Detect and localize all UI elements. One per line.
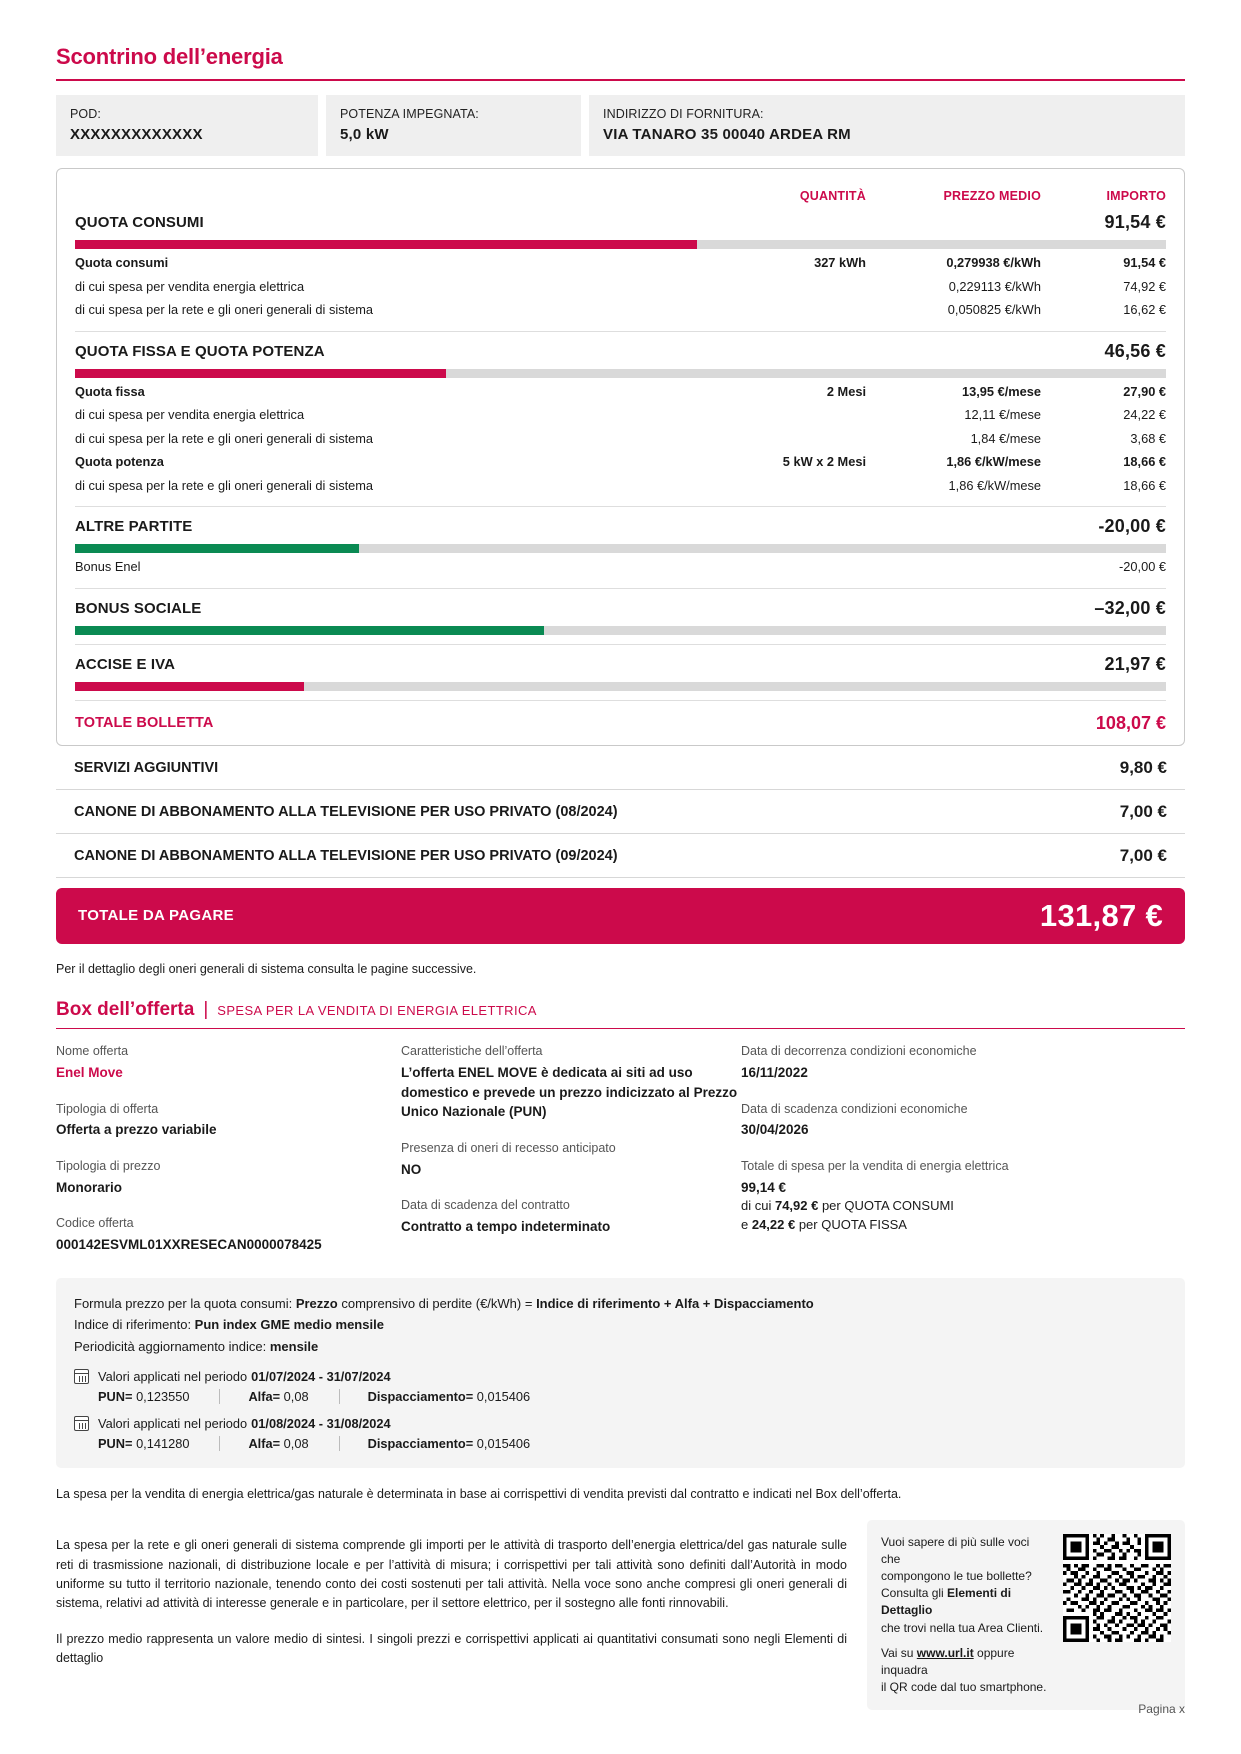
charge-row-name: Quota potenza xyxy=(75,454,164,470)
detail-suffix: per QUOTA CONSUMI xyxy=(818,1198,954,1214)
charge-row xyxy=(75,474,1166,498)
offer-field-label: Presenza di oneri di recesso anticipato xyxy=(401,1140,616,1155)
power-value: 5,0 kW xyxy=(340,126,389,143)
formula-line-2 xyxy=(74,1314,1167,1335)
extra-charge-label: CANONE DI ABBONAMENTO ALLA TELEVISIONE PER USO PRIVATO (08/2024) xyxy=(74,803,618,820)
charge-row-amount: 18,66 € xyxy=(1123,454,1166,470)
totale-bolletta-label: TOTALE BOLLETTA xyxy=(75,715,214,732)
charge-row-price: 12,11 €/mese xyxy=(964,407,1041,423)
address-cell xyxy=(589,95,1185,156)
offer-field-value: Monorario xyxy=(56,1179,122,1195)
qr-line-3 xyxy=(881,1585,1051,1619)
oneri-note: Per il dettaglio degli oneri generali di sistema consulta le pagine successive. xyxy=(56,961,477,976)
charge-row xyxy=(75,251,1166,275)
offer-field-recesso xyxy=(401,1139,741,1179)
alfa-value-item xyxy=(219,1389,338,1404)
charge-row-quantity: 327 kWh xyxy=(814,255,866,270)
dispacciamento-value: 0,015406 xyxy=(476,1388,531,1404)
totale-da-pagare-amount: 131,87 € xyxy=(1039,897,1163,933)
charge-row-amount: 91,54 € xyxy=(1123,255,1166,270)
charge-row-name: di cui spesa per la rete e gli oneri generali di sistema xyxy=(75,477,374,493)
charge-row-name: Quota fissa xyxy=(75,383,145,399)
charge-row-name: Quota consumi xyxy=(75,255,169,270)
progress-bar-fill xyxy=(75,240,697,249)
group-amount: –32,00 € xyxy=(1094,597,1166,618)
pun-value: 0,123550 xyxy=(136,1388,190,1404)
offer-field-value: Enel Move xyxy=(56,1065,123,1081)
offer-details-grid xyxy=(56,1042,1185,1271)
offer-field-decorrenza xyxy=(741,1042,1185,1082)
period-values xyxy=(98,1436,1167,1451)
offer-field-tipologia-prezzo xyxy=(56,1157,401,1197)
supply-info-row xyxy=(56,95,1185,156)
extra-charge-row xyxy=(56,746,1185,790)
extra-charge-label: CANONE DI ABBONAMENTO ALLA TELEVISIONE PER USO PRIVATO (09/2024) xyxy=(74,847,618,864)
charge-row-amount: 16,62 € xyxy=(1123,302,1166,318)
period-header xyxy=(74,1369,1167,1384)
pun-label: PUN= xyxy=(98,1435,133,1451)
group-header xyxy=(75,589,1166,626)
group-header xyxy=(75,507,1166,544)
extra-charge-row xyxy=(56,834,1185,878)
detail-suffix: per QUOTA FISSA xyxy=(795,1217,907,1233)
charge-row xyxy=(75,555,1166,579)
offer-field-value: NO xyxy=(401,1161,422,1177)
charge-row-amount: -20,00 € xyxy=(1119,559,1166,575)
group-name: BONUS SOCIALE xyxy=(75,599,202,617)
charge-group xyxy=(75,644,1166,691)
title-divider xyxy=(56,79,1185,81)
calendar-icon xyxy=(74,1369,89,1384)
extra-charge-amount: 7,00 € xyxy=(1119,801,1167,821)
charge-row-name: di cui spesa per la rete e gli oneri generali di sistema xyxy=(75,302,374,318)
group-progress-bar xyxy=(75,682,1166,691)
offer-field-totale-spesa xyxy=(741,1157,1185,1235)
offer-field-label: Caratteristiche dell’offerta xyxy=(401,1044,543,1059)
offer-field-value: Contratto a tempo indeterminato xyxy=(401,1218,611,1234)
dispacciamento-label: Dispacciamento= xyxy=(367,1435,474,1451)
charge-row xyxy=(75,450,1166,474)
extra-charge-label: SERVIZI AGGIUNTIVI xyxy=(74,759,219,776)
group-name: QUOTA CONSUMI xyxy=(75,214,204,231)
progress-bar-fill xyxy=(75,369,446,378)
alfa-label: Alfa= xyxy=(248,1435,281,1451)
charge-row-price: 1,86 €/kW/mese xyxy=(948,477,1041,493)
totale-spesa-value: 99,14 € xyxy=(741,1179,787,1195)
qr-line-5 xyxy=(881,1645,1051,1679)
group-amount: 46,56 € xyxy=(1104,340,1166,361)
totale-spesa-label: Totale di spesa per la vendita di energia elettrica xyxy=(741,1159,1009,1174)
progress-bar-fill xyxy=(75,626,544,635)
offer-field-value: Offerta a prezzo variabile xyxy=(56,1122,217,1138)
formula-line-1 xyxy=(74,1293,1167,1314)
totale-spesa-detail-2 xyxy=(741,1216,1185,1235)
charge-group xyxy=(75,506,1166,579)
group-header xyxy=(75,645,1166,682)
period-text xyxy=(98,1369,391,1384)
offer-column-3 xyxy=(741,1042,1185,1271)
progress-bar-fill xyxy=(75,682,304,691)
pun-value-item xyxy=(98,1436,219,1451)
qr-line-6: il QR code dal tuo smartphone. xyxy=(881,1679,1047,1694)
dispacciamento-label: Dispacciamento= xyxy=(367,1388,474,1404)
qr-text: Consulta gli xyxy=(881,1586,948,1601)
offer-field-label: Data di decorrenza condizioni economiche xyxy=(741,1044,977,1059)
qr-code-icon[interactable] xyxy=(1063,1534,1171,1642)
column-header-quantity: QUANTITÀ xyxy=(799,189,866,203)
page-title: Scontrino dell’energia xyxy=(56,44,283,69)
qr-text: oppure inquadra xyxy=(881,1645,1015,1677)
offer-column-1 xyxy=(56,1042,401,1271)
period-text xyxy=(98,1416,391,1431)
period-prefix: Valori applicati nel periodo xyxy=(98,1415,248,1431)
formula-bold: Prezzo xyxy=(295,1295,338,1311)
charge-row xyxy=(75,427,1166,451)
period-values xyxy=(98,1389,1167,1404)
group-amount: 91,54 € xyxy=(1104,212,1166,232)
power-label: POTENZA IMPEGNATA: xyxy=(340,107,479,121)
price-formula-panel xyxy=(56,1278,1185,1468)
offer-field-nome xyxy=(56,1042,401,1082)
extra-charge-amount: 7,00 € xyxy=(1119,845,1167,865)
offer-field-caratteristiche xyxy=(401,1042,741,1121)
offer-column-2 xyxy=(401,1042,741,1271)
offer-field-label: Codice offerta xyxy=(56,1216,134,1231)
formula-text: Periodicità aggiornamento indice: xyxy=(74,1338,270,1354)
totale-spesa-detail-1 xyxy=(741,1197,1185,1216)
pod-label: POD: xyxy=(70,107,101,121)
calendar-icon xyxy=(74,1416,89,1431)
pun-value: 0,141280 xyxy=(136,1435,190,1451)
detail-prefix: e xyxy=(741,1217,752,1233)
totale-bolletta-amount: 108,07 € xyxy=(1095,712,1166,733)
charge-row-price: 1,86 €/kW/mese xyxy=(946,454,1041,470)
charges-table xyxy=(56,168,1185,746)
charge-row-name: di cui spesa per vendita energia elettrica xyxy=(75,407,305,423)
offer-field-value: 000142ESVML01XXRESECAN0000078425 xyxy=(56,1237,322,1253)
legal-paragraph-2: La spesa per la rete e gli oneri generali di sistema comprende gli importi per le attività di trasporto dell’energia elettrica/del gas naturale sulle reti di trasmissione nazionali, di distribuzione locale e per l’attività di misura; i corrispettivi per tali attività sono definiti dall’Autorità in modo uniforme su tutto il territorio nazionale, tenendo conto dei costi sostenuti per tali attività. Nella voce sono anche compresi gli oneri generali di sistema, relativi ad attività di interesse generale e in particolare, per il settore elettrico, per il sostegno alle fonti rinnovabili. xyxy=(56,1538,847,1611)
group-amount: 21,97 € xyxy=(1104,653,1166,674)
totale-da-pagare-bar xyxy=(56,888,1185,944)
period-block xyxy=(74,1416,1167,1451)
power-cell xyxy=(326,95,581,156)
offer-field-scadenza-condizioni xyxy=(741,1100,1185,1140)
dispacciamento-value-item xyxy=(339,1389,561,1404)
qr-bold: Elementi di Dettaglio xyxy=(881,1586,1012,1618)
charge-row-price: 0,229113 €/kWh xyxy=(948,278,1041,294)
formula-bold: Pun index GME medio mensile xyxy=(194,1317,384,1333)
formula-text: Indice di riferimento: xyxy=(74,1317,195,1333)
charge-row-name: di cui spesa per la rete e gli oneri generali di sistema xyxy=(75,430,374,446)
dispacciamento-value-item xyxy=(339,1436,561,1451)
offer-field-label: Nome offerta xyxy=(56,1044,129,1059)
box-offerta-divider-glyph: | xyxy=(203,998,209,1020)
charge-row-price: 0,279938 €/kWh xyxy=(946,255,1041,270)
group-progress-bar xyxy=(75,544,1166,553)
formula-text: Formula prezzo per la quota consumi: xyxy=(74,1295,296,1311)
box-offerta-subtitle: SPESA PER LA VENDITA DI ENERGIA ELETTRICA xyxy=(217,1002,537,1018)
charge-row-price: 1,84 €/mese xyxy=(970,430,1041,446)
period-range: 01/08/2024 - 31/08/2024 xyxy=(251,1415,391,1431)
formula-text: comprensivo di perdite (€/kWh) = xyxy=(337,1295,537,1311)
legal-column xyxy=(56,1520,847,1709)
group-name: ACCISE E IVA xyxy=(75,655,176,673)
period-block xyxy=(74,1369,1167,1404)
offer-field-label: Tipologia di offerta xyxy=(56,1101,159,1116)
legal-paragraph-1: La spesa per la vendita di energia elettrica/gas naturale è determinata in base ai corrispettivi di vendita previsti dal contratto e indicati nel Box dell’offerta. xyxy=(56,1486,902,1501)
offer-field-value: L’offerta ENEL MOVE è dedicata ai siti ad uso domestico e prevede un prezzo indicizzato al Prezzo Unico Nazionale (PUN) xyxy=(401,1065,738,1120)
extra-charge-amount: 9,80 € xyxy=(1119,757,1167,777)
charge-group xyxy=(75,331,1166,498)
qr-line-4: che trovi nella tua Area Clienti. xyxy=(881,1620,1044,1635)
charge-group xyxy=(75,588,1166,635)
legal-paragraph-3: Il prezzo medio rappresenta un valore medio di sintesi. I singoli prezzi e corrispettivi applicati ai quantitativi consumati sono negli Elementi di dettaglio xyxy=(56,1631,847,1666)
qr-info-text xyxy=(881,1534,1051,1695)
totale-bolletta-row xyxy=(75,701,1166,745)
pod-value: XXXXXXXXXXXXX xyxy=(70,126,203,143)
charge-row xyxy=(75,403,1166,427)
detail-amount: 74,92 € xyxy=(774,1198,819,1214)
charge-groups xyxy=(75,203,1166,691)
offer-field-tipologia-offerta xyxy=(56,1100,401,1140)
charge-group xyxy=(75,203,1166,322)
charge-row-name: di cui spesa per vendita energia elettrica xyxy=(75,278,305,294)
pod-cell xyxy=(56,95,318,156)
alfa-value-item xyxy=(219,1436,338,1451)
charge-row-quantity: 2 Mesi xyxy=(826,383,866,399)
column-header-amount: IMPORTO xyxy=(1106,189,1166,203)
charge-row-amount: 18,66 € xyxy=(1123,477,1166,493)
group-progress-bar xyxy=(75,240,1166,249)
pun-label: PUN= xyxy=(98,1388,133,1404)
group-header xyxy=(75,332,1166,369)
legal-and-qr xyxy=(56,1520,1185,1709)
offer-field-value: 16/11/2022 xyxy=(741,1065,808,1081)
charge-row-amount: 74,92 € xyxy=(1123,278,1166,294)
period-prefix: Valori applicati nel periodo xyxy=(98,1368,248,1384)
formula-bold: Indice di riferimento + Alfa + Dispacciamento xyxy=(536,1295,814,1311)
applied-periods xyxy=(74,1369,1167,1451)
detail-amount: 24,22 € xyxy=(751,1217,796,1233)
column-header-price: PREZZO MEDIO xyxy=(943,189,1041,203)
qr-url-link[interactable]: www.url.it xyxy=(916,1645,974,1660)
alfa-value: 0,08 xyxy=(283,1388,309,1404)
charge-row-amount: 3,68 € xyxy=(1130,430,1166,446)
charge-row-quantity: 5 kW x 2 Mesi xyxy=(782,454,866,470)
formula-line-3 xyxy=(74,1336,1167,1357)
progress-bar-fill xyxy=(75,544,359,553)
group-progress-bar xyxy=(75,626,1166,635)
page-number: Pagina x xyxy=(1138,1702,1185,1716)
charge-row xyxy=(75,380,1166,404)
charge-row-name: Bonus Enel xyxy=(75,559,141,575)
alfa-label: Alfa= xyxy=(248,1388,281,1404)
offer-field-value: 30/04/2026 xyxy=(741,1122,809,1138)
box-offerta-header xyxy=(56,999,1185,1021)
offer-field-label: Tipologia di prezzo xyxy=(56,1159,161,1174)
group-header xyxy=(75,203,1166,240)
charge-row xyxy=(75,275,1166,299)
offer-field-codice xyxy=(56,1214,401,1254)
totale-da-pagare-label: TOTALE DA PAGARE xyxy=(78,907,234,925)
offer-field-scadenza-contratto xyxy=(401,1196,741,1236)
dispacciamento-value: 0,015406 xyxy=(476,1435,531,1451)
box-offerta-title: Box dell’offerta xyxy=(56,998,195,1020)
box-offerta-rule xyxy=(56,1028,1185,1030)
extra-charge-rows xyxy=(56,746,1185,878)
period-header xyxy=(74,1416,1167,1431)
address-value: VIA TANARO 35 00040 ARDEA RM xyxy=(603,126,851,143)
extra-charge-row xyxy=(56,790,1185,834)
group-name: ALTRE PARTITE xyxy=(75,518,193,536)
offer-field-label: Data di scadenza del contratto xyxy=(401,1198,570,1213)
pun-value-item xyxy=(98,1389,219,1404)
alfa-value: 0,08 xyxy=(283,1435,309,1451)
group-amount: -20,00 € xyxy=(1098,516,1166,537)
qr-line-1: Vuoi sapere di più sulle voci che xyxy=(881,1535,1030,1567)
formula-bold: mensile xyxy=(269,1338,319,1354)
charge-row-price: 13,95 €/mese xyxy=(962,383,1041,399)
group-progress-bar xyxy=(75,369,1166,378)
qr-info-box[interactable] xyxy=(867,1520,1185,1709)
qr-text: Vai su xyxy=(881,1645,917,1660)
charge-row-price: 0,050825 €/kWh xyxy=(947,302,1041,318)
offer-field-label: Data di scadenza condizioni economiche xyxy=(741,1101,968,1116)
detail-prefix: di cui xyxy=(741,1198,775,1214)
address-label: INDIRIZZO DI FORNITURA: xyxy=(603,107,764,121)
table-column-headers xyxy=(75,169,1166,203)
group-name: QUOTA FISSA E QUOTA POTENZA xyxy=(75,342,325,360)
qr-line-2: compongono le tue bollette? xyxy=(881,1569,1032,1584)
period-range: 01/07/2024 - 31/07/2024 xyxy=(251,1368,391,1384)
charge-row xyxy=(75,298,1166,322)
charge-row-amount: 24,22 € xyxy=(1123,407,1166,423)
charge-row-amount: 27,90 € xyxy=(1123,383,1166,399)
